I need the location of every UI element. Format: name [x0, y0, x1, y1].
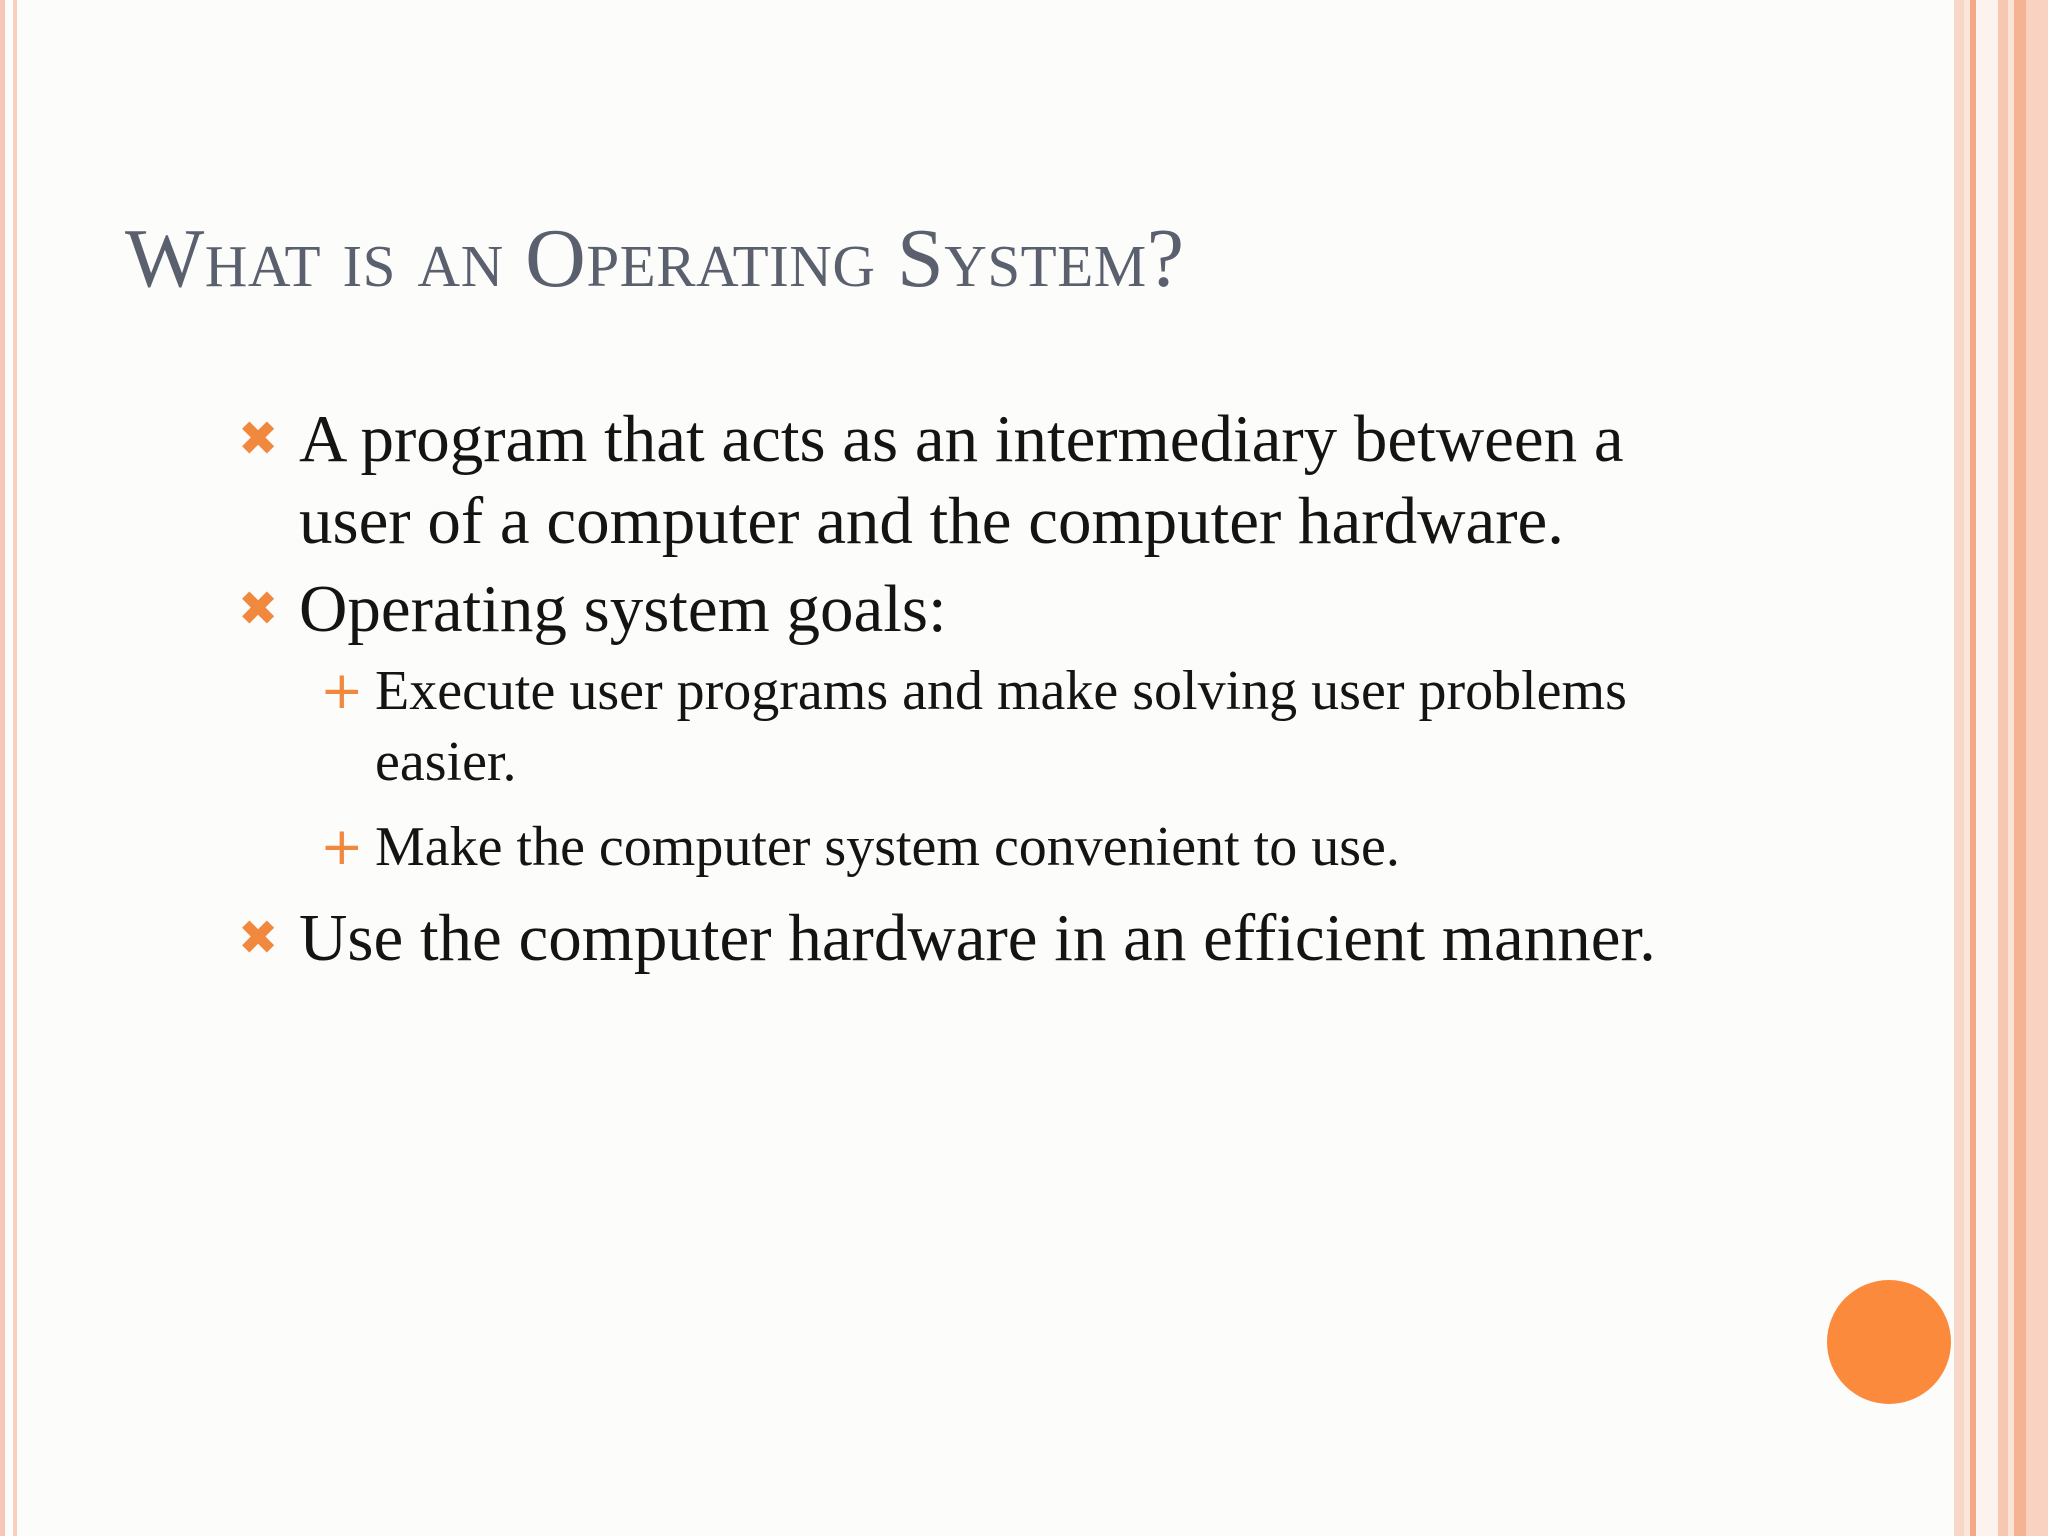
sub-bullet-text: Execute user programs and make solving user problems easier.	[375, 660, 1627, 793]
slide-title: What is an Operating System?	[125, 212, 1185, 305]
bullet-text: A program that acts as an intermediary between a user of a computer and the computer hardware.	[299, 402, 1624, 558]
x-bullet-icon: ✖	[238, 581, 279, 637]
sub-bullet-item	[320, 812, 1678, 883]
plus-bullet-icon: +	[320, 817, 364, 877]
bullet-item	[238, 568, 1678, 650]
stripe	[1954, 0, 1964, 1536]
x-bullet-icon: ✖	[238, 910, 279, 966]
left-border-inner	[13, 0, 17, 1536]
bullet-text: Use the computer hardware in an efficient manner.	[299, 901, 1656, 975]
x-bullet-icon: ✖	[238, 411, 279, 467]
stripe	[1976, 0, 1998, 1536]
stripe	[2026, 0, 2048, 1536]
plus-bullet-icon: +	[320, 661, 364, 721]
stripe	[1998, 0, 2008, 1536]
left-border-outer	[0, 0, 5, 1536]
bullet-item	[238, 897, 1678, 979]
bullet-list	[238, 398, 1678, 985]
sub-bullet-item	[320, 656, 1678, 798]
decorative-orange-circle	[1827, 1280, 1951, 1404]
bullet-item	[238, 398, 1678, 562]
sub-bullet-text: Make the computer system convenient to use.	[375, 816, 1400, 878]
stripe	[2014, 0, 2026, 1536]
right-decorative-stripes	[1954, 0, 2048, 1536]
bullet-text: Operating system goals:	[299, 572, 947, 646]
